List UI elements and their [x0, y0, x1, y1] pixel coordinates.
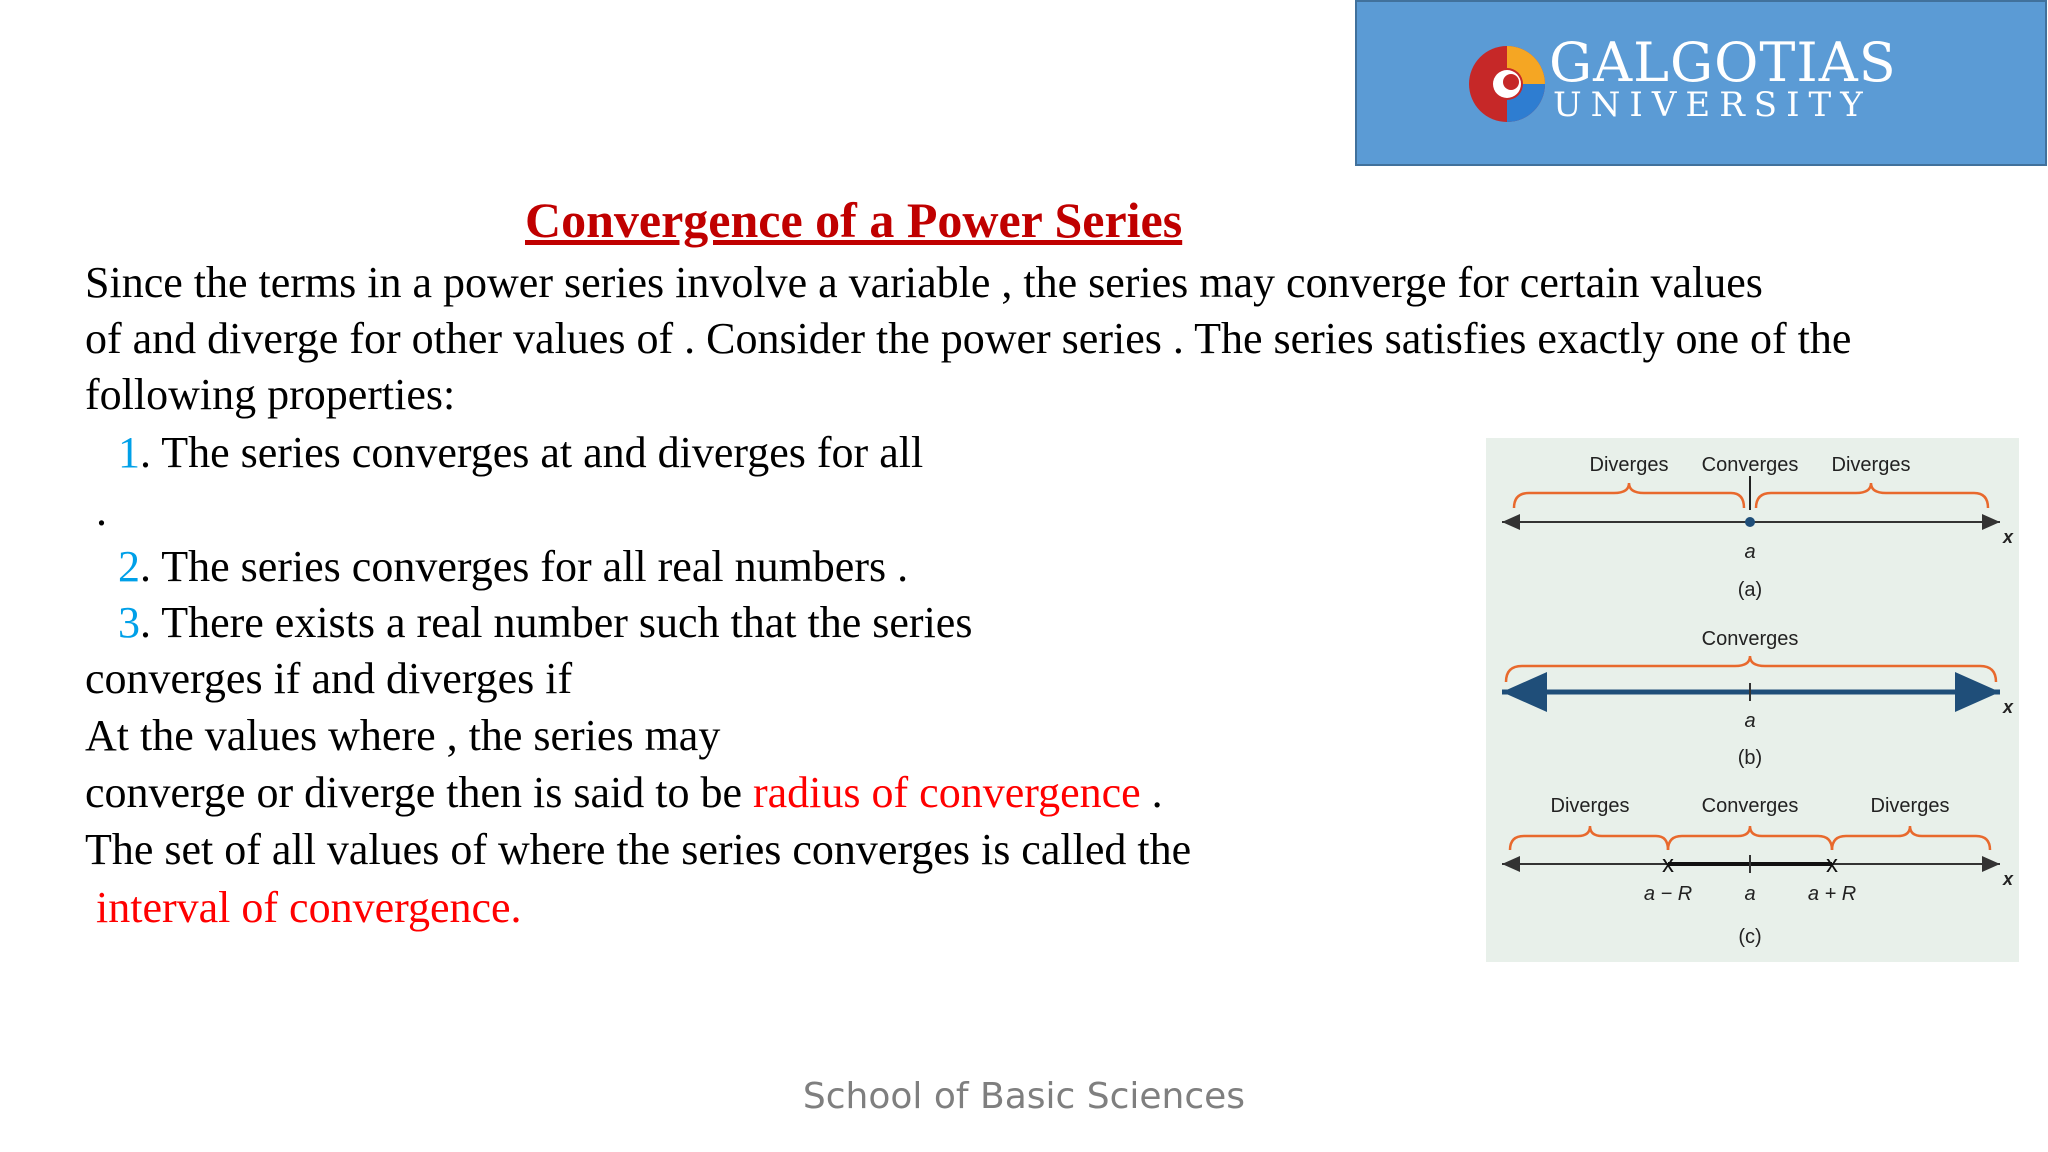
endpoint-left-mark: x [1662, 851, 1674, 878]
body-line: following properties: [85, 370, 456, 419]
interval-term: interval of convergence. [96, 883, 522, 932]
list-text: . There exists a real number such that the series [140, 598, 973, 647]
brace-diverges-left [1510, 826, 1668, 850]
body-line: converges if and diverges if [85, 654, 573, 703]
diagram-svg [1486, 438, 2019, 962]
point-a [1745, 517, 1755, 527]
radius-term: radius of convergence [752, 768, 1141, 817]
tick-label-a: a [1744, 710, 1756, 732]
brace-diverges-right [1832, 826, 1990, 850]
tick-label-a-minus-r: a − R [1643, 883, 1693, 905]
tick-label-a: a [1744, 883, 1756, 905]
axis-label-x: x [2002, 527, 2014, 547]
body-line: Since the terms in a power series involve a variable , the series may converge for certain values [85, 258, 1763, 307]
list-item-3 [118, 598, 972, 648]
label-converges: Converges [1701, 628, 1799, 650]
label-diverges-left: Diverges [1550, 795, 1630, 817]
body-line: At the values where , the series may [85, 711, 721, 760]
body-text: . [1140, 768, 1163, 817]
university-logo [1355, 0, 2047, 166]
list-number: 3 [118, 598, 140, 647]
axis-label-x: x [2002, 697, 2014, 717]
logo-name: GALGOTIAS [1549, 31, 1897, 94]
brace-converges [1506, 656, 1996, 682]
list-item-1 [118, 428, 923, 478]
caption-a: (a) [1737, 579, 1763, 601]
caption-c: (c) [1738, 926, 1762, 948]
label-diverges-left: Diverges [1589, 454, 1669, 476]
brace-converges [1668, 826, 1832, 850]
tick-label-a-plus-r: a + R [1807, 883, 1857, 905]
caption-b: (b) [1737, 747, 1763, 769]
axis-label-x: x [2002, 869, 2014, 889]
logo-swirl-icon [1465, 42, 1549, 126]
label-diverges-right: Diverges [1870, 795, 1950, 817]
body-text: converge or diverge then is said to be [85, 768, 753, 817]
body-line [85, 768, 1163, 818]
list-number: 2 [118, 542, 140, 591]
tick-label-a: a [1744, 541, 1756, 563]
body-line: . [96, 486, 107, 535]
label-converges: Converges [1701, 795, 1799, 817]
footer-text: School of Basic Sciences [802, 1076, 1246, 1117]
body-line: of and diverge for other values of . Consider the power series . The series satisfies exactly one of the [85, 314, 1852, 363]
label-diverges-right: Diverges [1831, 454, 1911, 476]
list-number: 1 [118, 428, 140, 477]
list-item-2 [118, 542, 908, 592]
logo-subtitle: UNIVERSITY [1553, 85, 1872, 125]
brace-diverges-right [1756, 483, 1988, 508]
body-line: The set of all values of where the series converges is called the [85, 825, 1192, 874]
endpoint-right-mark: x [1826, 851, 1838, 878]
list-text: . The series converges at and diverges for all [140, 428, 924, 477]
list-text: . The series converges for all real numbers . [140, 542, 909, 591]
label-converges: Converges [1701, 454, 1799, 476]
brace-diverges-left [1514, 483, 1744, 508]
convergence-diagram [1486, 438, 2019, 962]
slide-title: Convergence of a Power Series [525, 192, 1183, 248]
